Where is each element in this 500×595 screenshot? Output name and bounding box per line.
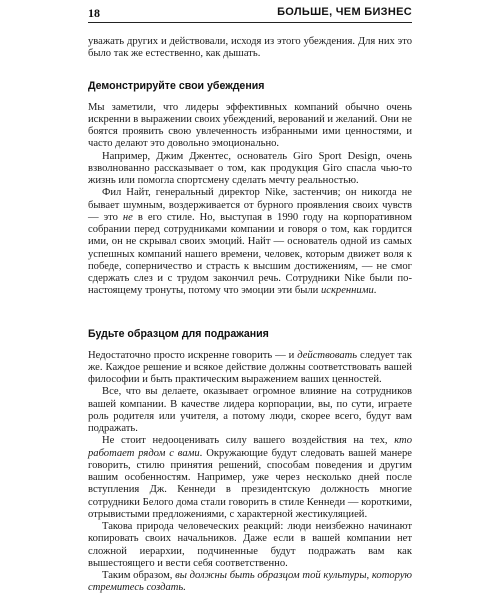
section-heading-demonstrate: Демонстрируйте свои убеждения [88,79,265,92]
header-rule [88,22,412,23]
emphasis: вы должны быть образцом той культуры, которую стремитесь создать. [88,570,412,594]
paragraph: Такова природа человеческих реакций: люди неизбежно начинают копировать своих начальников. Даже если в вашей компании нет сложной иерархии, подчиненные будут подражать вам как вышестоящего и вести себя соответственно. [88,521,412,569]
page-number: 18 [88,6,100,20]
emphasis: искренними [320,285,374,297]
page-header [88,3,412,21]
paragraph [88,570,412,595]
paragraph: Все, что вы делаете, оказывает огромное влияние на сотрудников вашей компании. В качестве лидера корпорации, вы, по сути, играете роль родителя или учителя, а потому люди, скорее всего, будут вам подражать. [88,386,412,434]
text-run: . Окружающие будут следовать вашей манере говорить, стилю принятия решений, способам поведения и другим вашим особенностям. Например, уже через несколько дней после вступления Дж. Кеннеди в президентскую должность многие сотрудники Белого дома стали говорить в стиле Кеннеди — короткими, отрывистыми предложениями, с характерной жестикуляцией. [88,447,412,520]
paragraph [88,435,412,521]
text-run: следует так же. Каждое решение и всякое действие должны соответствовать вашей философии и быть практическим выражением ваших ценностей. [88,349,412,385]
emphasis: не [122,211,133,223]
paragraph [88,187,412,297]
text-run: Не стоит недооценивать силу вашего воздействия на тех, [102,435,395,447]
paragraph [88,350,412,387]
text-run: . [373,285,377,297]
text-run: Таким образом, [102,570,176,581]
section-heading-role-model: Будьте образцом для подражания [88,327,269,340]
page-body [88,36,412,595]
paragraph: Например, Джим Джентес, основатель Giro Sport Design, очень взволнованно рассказывает о том, как продукция Giro спасла чью-то жизнь или помогла спортсмену сделать мечту реальностью. [88,150,412,186]
text-run: в его стиле. Но, выступая в 1990 году на корпоративном собрании перед сотрудниками компании и говоря о том, как гордится ими, он не скрывал своих эмоций. Найт — основатель одной из самых успешных компаний нашего времени, человек, которым движет воля к победе, соперничество и страсть к высшим достижениям, — не смог сдержать слез и с трудом закончил речь. Сотрудники Nike были по-настоящему тронуты, потому что эмоции эти были [88,211,412,297]
text-run: Недостаточно просто искренне говорить — и [88,349,298,361]
emphasis: действовать [297,349,358,361]
running-title: БОЛЬШЕ, ЧЕМ БИЗНЕС [277,6,412,18]
intro-paragraph: уважать других и действовали, исходя из этого убеждения. Для них это было так же естественно, как дышать. [88,36,412,60]
text-run: Фил Найт, генеральный директор Nike, застенчив; он никогда не бывает шумным, воздерживается от бурного проявления своих чувств — это [88,187,412,223]
emphasis: кто работает рядом с вами [88,435,412,459]
paragraph: Мы заметили, что лидеры эффективных компаний обычно очень искренни в выражении своих убеждений, верований и желаний. Они не боятся проявить свою увлеченность избранными ими ценностями, и часто делают это довольно эмоционально. [88,101,412,150]
